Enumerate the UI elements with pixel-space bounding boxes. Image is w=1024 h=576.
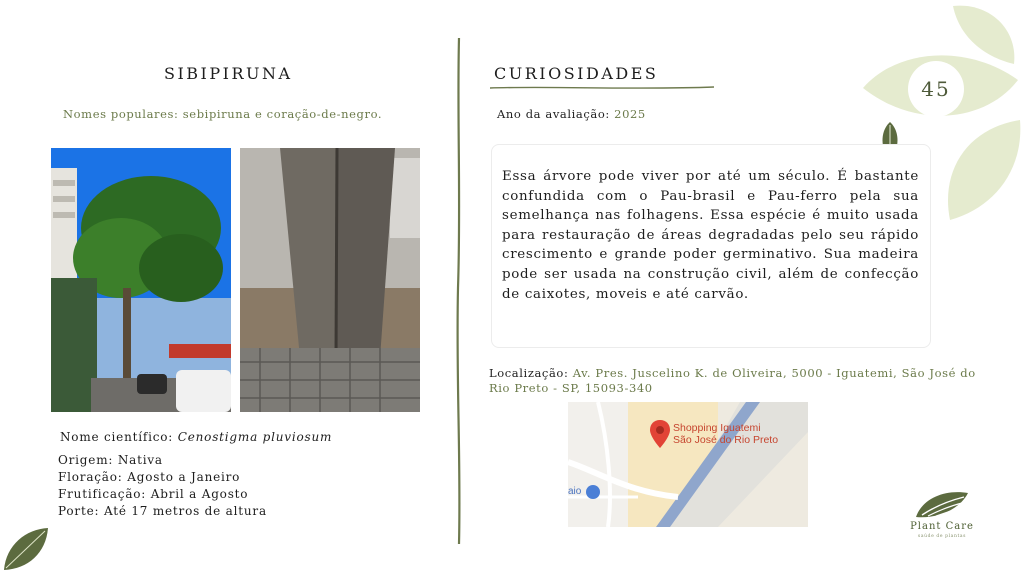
curiosity-card (491, 144, 931, 348)
scientific-name-value: Cenostigma pluviosum (177, 430, 333, 444)
evaluation-year-value: 2025 (614, 107, 646, 121)
page-number-badge (908, 61, 964, 117)
fruiting-row (58, 486, 267, 503)
tree-photo (51, 148, 231, 412)
page-divider (454, 38, 464, 544)
page-number: 45 (921, 77, 951, 101)
title-underline (490, 85, 714, 91)
map-pin-icon[interactable] (649, 419, 671, 449)
location-label: Localização: (489, 366, 569, 380)
map-place-label (673, 422, 778, 446)
species-details (58, 452, 267, 520)
size-value: Até 17 metros de altura (103, 504, 267, 518)
origin-row (58, 452, 267, 469)
origin-label: Origem: (58, 453, 114, 467)
plant-care-logo-icon (914, 489, 970, 519)
scientific-name (60, 429, 332, 446)
species-title: SIBIPIRUNA (164, 64, 293, 83)
popular-names (63, 107, 382, 121)
leaf-bottom (948, 120, 1020, 220)
evaluation-year-label: Ano da avaliação: (497, 107, 610, 121)
curiosities-title: CURIOSIDADES (494, 64, 659, 83)
leaf-top (953, 6, 1014, 64)
location (489, 366, 979, 396)
trunk-photo (240, 148, 420, 412)
popular-names-value: sebipiruna e coração-de-negro. (182, 107, 383, 121)
evaluation-year (497, 107, 646, 121)
popular-names-label: Nomes populares: (63, 107, 179, 121)
origin-value: Nativa (117, 453, 163, 467)
scientific-name-label: Nome científico: (60, 430, 174, 444)
flowering-label: Floração: (58, 470, 123, 484)
size-row (58, 503, 267, 520)
fruiting-label: Frutificação: (58, 487, 147, 501)
map-edge-label: aio (568, 486, 582, 497)
curiosity-text: Essa árvore pode viver por até um século. É bastante confundida com o Pau-brasil e Pau-ferro pela sua semelhança nas folhagens. Essa espécie é muito usada para restauração de áreas degradadas pelo seu rápido crescimento e grande poder germinativo. Sua madeira pode ser usada na construção civil, além de confecção de caixotes, moveis e até carvão. (502, 169, 919, 302)
logo-name: Plant Care (910, 521, 974, 532)
map-lock-icon (586, 485, 600, 499)
map-place-line1: Shopping Iguatemi (673, 422, 761, 434)
flowering-row (58, 469, 267, 486)
map-place-line2: São José do Rio Preto (673, 434, 779, 446)
flowering-value: Agosto a Janeiro (127, 470, 241, 484)
location-map[interactable] (568, 402, 808, 527)
leaf-icon (0, 525, 52, 573)
location-value: Av. Pres. Juscelino K. de Oliveira, 5000 - Iguatemi, São José do Rio Preto - SP, 15093-340 (489, 366, 976, 395)
size-label: Porte: (58, 504, 100, 518)
logo-tagline: saúde de plantas (917, 534, 967, 539)
fruiting-value: Abril a Agosto (150, 487, 249, 501)
